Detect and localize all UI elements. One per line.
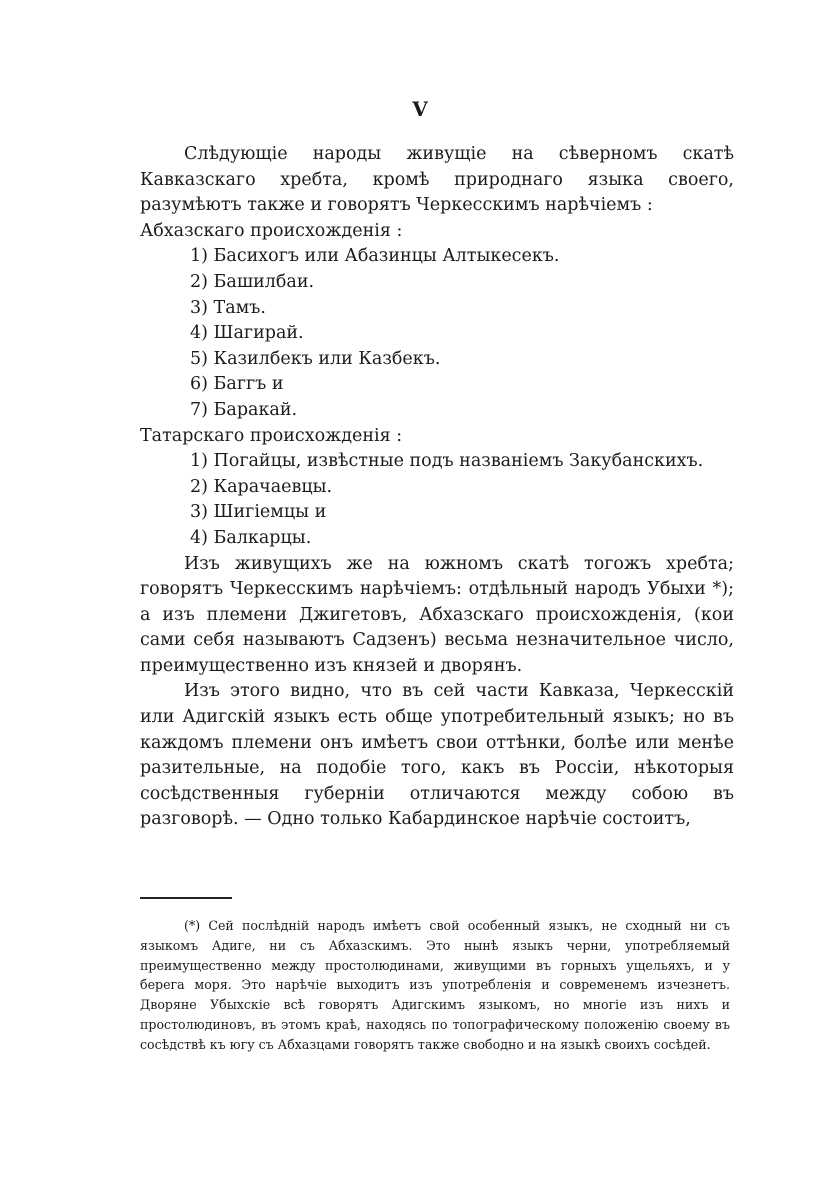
list-item: 4) Балкарцы. — [190, 527, 312, 548]
list-item: 6) Баггъ и — [190, 374, 284, 395]
south-paragraph: Изъ живущихъ же на южномъ скатѣ тогожъ хребта; говорятъ Черкесскимъ нарѣчіемъ: отдѣльный народъ Убыхи *); а изъ племени Джигетовъ, Абхазскаго происхожденія, (кои сами себя называютъ Садзенъ) весьма незначительное число, преимущественно изъ князей и дворянъ. — [140, 553, 734, 676]
list-item: 3) Тамъ. — [190, 297, 266, 318]
footnote — [140, 916, 730, 1055]
list-item: 5) Казилбекъ или Казбекъ. — [190, 348, 441, 369]
list-item: 2) Башилбаи. — [190, 271, 315, 292]
list-item: 1) Басихогъ или Абазинцы Алтыкесекъ. — [190, 246, 560, 267]
footnote-divider — [140, 897, 232, 899]
main-text — [140, 142, 734, 833]
list-item: 4) Шагирай. — [190, 323, 304, 344]
conclusion-paragraph: Изъ этого видно, что въ сей части Кавказа, Черкесскій или Адигскій языкъ есть обще употребительный языкъ; но въ каждомъ племени онъ имѣетъ свои оттѣнки, болѣе или менѣе разительные, на подобіе того, какъ въ Россіи, нѣкоторыя сосѣдственныя губерніи отличаются между собою въ разговорѣ. — Одно только Кабардинское нарѣчіе состоитъ, — [140, 681, 734, 830]
footnote-text: (*) Сей послѣдній народъ имѣетъ свой особенный языкъ, не сходный ни съ языкомъ Адиге, ни съ Абхазскимъ. Это нынѣ языкъ черни, употребляемый преимущественно между простолюдинами, живущими въ горныхъ ущельяхъ, и у берега моря. Это нарѣчіе выходитъ изъ употребленія и современемъ изчезнетъ. Дворяне Убыхскіе всѣ говорятъ Адигскимъ языкомъ, но многіе изъ нихъ и простолюдиновъ, въ этомъ краѣ, находясь по топографическому положенію своему въ сосѣдствѣ къ югу съ Абхазцами говорятъ также свободно и на языкѣ своихъ сосѣдей. — [140, 918, 730, 1052]
abkhaz-list — [140, 244, 734, 423]
list-item: 1) Погайцы, извѣстные подъ названіемъ Закубанскихъ. — [190, 451, 704, 472]
intro-paragraph: Слѣдующіе народы живущіе на сѣверномъ скатѣ Кавказскаго хребта, кромѣ природнаго языка своего, разумѣютъ также и говорятъ Черкесскимъ нарѣчіемъ : — [140, 144, 734, 216]
list-item: 3) Шигіемцы и — [190, 502, 327, 523]
tatar-list — [140, 449, 734, 551]
tatar-heading: Татарскаго происхожденія : — [140, 425, 403, 446]
list-item: 2) Карачаевцы. — [190, 476, 333, 497]
list-item: 7) Баракай. — [190, 399, 298, 420]
page-number: V — [412, 97, 428, 121]
abkhaz-heading: Абхазскаго происхожденія : — [140, 220, 403, 241]
